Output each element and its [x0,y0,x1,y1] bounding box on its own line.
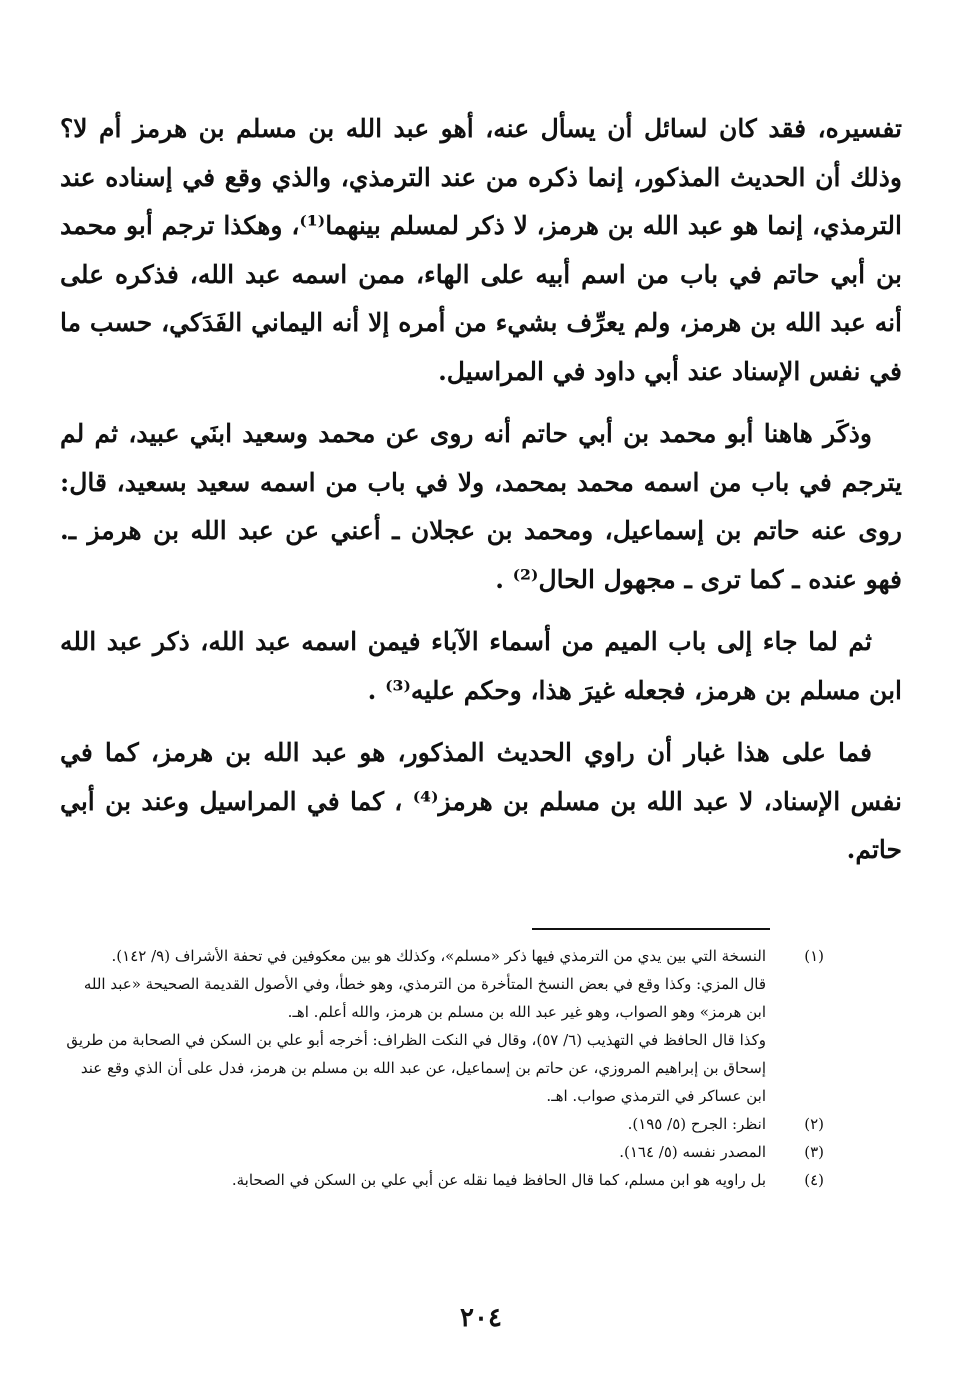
footnote-line: بل راويه هو ابن مسلم، كما قال الحافظ فيما نقله عن أبي علي بن السكن في الصحابة. [231,1171,766,1189]
footnote-number: (٣) [804,1143,824,1161]
paragraph-3: ثم لما جاء إلى باب الميم من أسماء الآباء فيمن اسمه عبد الله، ذكر عبد الله ابن مسلم بن هرمز، فجعله غيرَ هذا، وحكم عليه⁽³⁾ . [60,627,902,705]
footnote-line: انظر: الجرح (٥/ ١٩٥). [627,1115,766,1133]
footnote-4 [60,1166,824,1194]
footnote-number: (٢) [804,1115,824,1133]
footnote-line: النسخة التي بين يدي من الترمذي فيها ذكر «مسلم»، وكذلك هو بين معكوفين في تحفة الأشراف (٩/ ١٤٢). [111,947,766,965]
page-number: ٢٠٤ [460,1303,502,1333]
footnote-line: المصدر نفسه (٥/ ١٦٤). [619,1143,766,1161]
paragraph-1: تفسيره، فقد كان لسائل أن يسأل عنه، أهو عبد الله بن مسلم بن هرمز أم لا؟ وذلك أن الحديث المذكور، إنما ذكره من عند الترمذي، والذي وقع في إسناده عند الترمذي، إنما هو عبد الله بن هرمز، لا ذكر لمسلم بينهما⁽¹⁾، وهكذا ترجم أبو محمد بن أبي حاتم في باب من اسم أبيه على الهاء، ممن اسمه عبد الله، فذكره على أنه عبد الله بن هرمز، ولم يعرِّف بشيء من أمره إلا أنه اليماني الفَدَكي، حسب ما في نفس الإسناد عند أبي داود في المراسيل. [60,114,902,386]
footnote-line: وكذا قال الحافظ في التهذيب (٦/ ٥٧)، وقال في النكت الظراف: أخرجه أبو علي بن السكن في الصحابة من طريق إسحاق بن إبراهيم المروزي، عن حاتم بن إسماعيل، عن عبد الله بن مسلم بن هرمز، فدل على أن الذي وقع عند ابن عساكر في الترمذي صواب. اهـ. [66,1031,766,1105]
footnote-2 [60,1110,824,1138]
footnote-separator [532,928,770,930]
footnote-3 [60,1138,824,1166]
footnote-line: قال المزي: وكذا وقع في بعض النسخ المتأخرة من الترمذي، وهو خطأ، وفي الأصول القديمة الصحيحة «عبد الله ابن هرمز» وهو الصواب، وهو غير عبد الله بن مسلم بن هرمز، والله أعلم. اهـ. [83,975,766,1021]
footnotes [60,942,824,1194]
footnote-1 [60,942,824,1110]
paragraph-4: فما على هذا غبار أن راوي الحديث المذكور، هو عبد الله بن هرمز، كما في نفس الإسناد، لا عبد الله بن مسلم بن هرمز⁽⁴⁾ ، كما في المراسيل وعند بن أبي حاتم. [60,738,902,864]
paragraph-2: وذكَر هاهنا أبو محمد بن أبي حاتم أنه روى عن محمد وسعيد ابنَي عبيد، ثم لم يترجم في باب من اسمه محمد بمحمد، ولا في باب من اسمه سعيد بسعيد، قال: روى عنه حاتم بن إسماعيل، ومحمد بن عجلان ـ أعني عن عبد الله بن هرمز ـ. فهو عنده ـ كما ترى ـ مجهول الحال⁽²⁾ . [60,419,902,594]
main-text [60,105,902,889]
footnote-number: (١) [804,947,824,965]
footnote-number: (٤) [804,1171,824,1189]
